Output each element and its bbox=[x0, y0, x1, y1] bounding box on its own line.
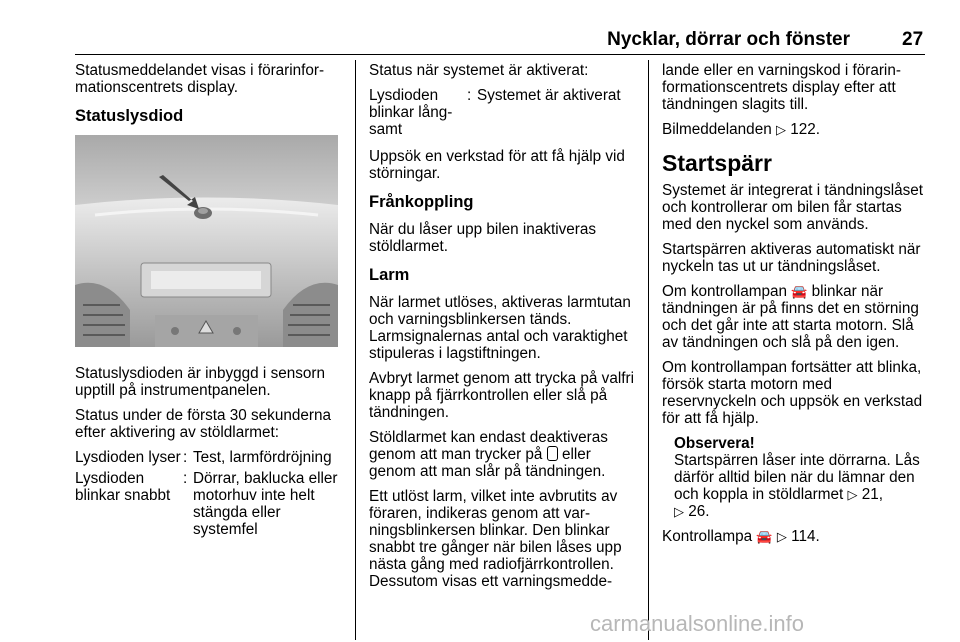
reference-page[interactable]: 122. bbox=[790, 121, 820, 138]
status-label: Lysdioden blinkar snabbt bbox=[75, 470, 171, 504]
reference-page[interactable]: 26. bbox=[688, 503, 710, 520]
dashboard-sensor-illustration bbox=[75, 135, 338, 347]
reference-arrow-icon: ▷ bbox=[847, 487, 858, 502]
column-divider-2 bbox=[648, 60, 649, 640]
intro-paragraph: Statusmeddelandet visas i förarinformationscentrets display. bbox=[75, 62, 325, 96]
continuation-paragraph: lande eller en varningskod i förarinformationscentrets display efter att tändningen slagits till. bbox=[662, 62, 901, 113]
reference-arrow-icon: ▷ bbox=[776, 529, 787, 544]
watermark: carmanualsonline.info bbox=[590, 611, 805, 636]
alarm-paragraph-4: Ett utlöst larm, vilket inte avbrutits av föraren, indikeras genom att varningsblinkersen blinkar. Den blinkar snabbt tre gånger när bilen låses upp nästa gång med radiofjärrkontrollen. Dessutom visas ett varningsmedde- bbox=[369, 488, 622, 590]
reference-text: Bilmeddelanden bbox=[662, 121, 772, 138]
column-3 bbox=[662, 62, 930, 553]
heading-frankoppling: Frånkoppling bbox=[369, 193, 474, 211]
heading-larm: Larm bbox=[369, 266, 410, 284]
car-lock-warning-icon: 🚘 bbox=[791, 284, 808, 299]
immobiliser-paragraph-1: Systemet är integrerat i tändningslåset och kontrollerar om bilen får startas med den nyckel som används. bbox=[662, 182, 924, 233]
warning-lamp-reference bbox=[662, 528, 930, 545]
column-divider-1 bbox=[355, 60, 356, 640]
note-box bbox=[674, 435, 930, 520]
reference-text: Kontrollampa bbox=[662, 528, 753, 545]
column-1 bbox=[75, 62, 343, 542]
caption-first-30-seconds: Status under de första 30 sekunderna efter aktivering av stöldlarmet: bbox=[75, 407, 331, 441]
status-value: Test, larmfördröjning bbox=[193, 449, 332, 466]
status-label: Lysdioden blinkar långsamt bbox=[369, 87, 453, 138]
reference-arrow-icon: ▷ bbox=[775, 122, 786, 137]
note-body: Startspärren låser inte dörrarna. Lås därför alltid bilen när du lämnar den och koppla in stöldlarmet bbox=[674, 452, 920, 503]
alarm-paragraph-3 bbox=[369, 429, 637, 480]
running-header-title: Nycklar, dörrar och fönster bbox=[607, 29, 850, 50]
caption-sensor-location: Statuslysdioden är inbyggd i sensorn upptill på instrumentpanelen. bbox=[75, 365, 326, 399]
status-value: Systemet är aktiverat bbox=[477, 87, 621, 104]
disarm-paragraph: När du låser upp bilen inaktiveras stöldlarmet. bbox=[369, 221, 597, 255]
car-lock-warning-icon: 🚘 bbox=[756, 529, 773, 544]
page-number: 27 bbox=[902, 29, 924, 50]
note-title: Observera! bbox=[674, 435, 755, 452]
status-row bbox=[369, 87, 637, 138]
immobiliser-paragraph-4: Om kontrollampan fortsätter att blinka, försök starta motorn med reservnyckeln och uppsök en verkstad för att få hjälp. bbox=[662, 359, 923, 427]
column-2 bbox=[369, 62, 637, 598]
heading-statuslysdiod: Statuslysdiod bbox=[75, 107, 184, 125]
status-row bbox=[75, 470, 343, 538]
status-separator: : bbox=[183, 449, 188, 466]
alarm-paragraph-1: När larmet utlöses, aktiveras larmtutan och varningsblinkersen tänds. Larmsignalernas antal och varaktighet stipuleras i lagstiftningen. bbox=[369, 294, 631, 362]
status-value: Dörrar, baklucka eller motorhuv inte helt stängda eller systemfel bbox=[193, 470, 338, 538]
immobiliser-paragraph-3-start: Om kontrollampan bbox=[662, 283, 787, 300]
reference-page[interactable]: 21, bbox=[861, 486, 883, 503]
workshop-paragraph: Uppsök en verkstad för att få hjälp vid störningar. bbox=[369, 148, 625, 182]
immobiliser-paragraph-3-end: blinkar när tändningen är på finns det en störning och det går inte att starta motorn. Slå av tändningen och slå på den igen. bbox=[662, 283, 919, 351]
status-separator: : bbox=[467, 87, 472, 104]
status-separator: : bbox=[183, 470, 188, 487]
alarm-paragraph-2: Avbryt larmet genom att trycka på valfri knapp på fjärrkontrollen eller slå på tändningen. bbox=[369, 370, 634, 421]
immobiliser-paragraph-2: Startspärren aktiveras automatiskt när nyckeln tas ut ur tändningslåset. bbox=[662, 241, 921, 275]
alarm-paragraph-3-end: eller genom att man slår på tändningen. bbox=[369, 446, 606, 480]
status-row bbox=[75, 449, 343, 466]
status-activated-intro: Status när systemet är aktiverat: bbox=[369, 62, 589, 79]
header-rule bbox=[75, 54, 925, 55]
status-label: Lysdioden lyser bbox=[75, 449, 181, 466]
immobiliser-paragraph-3 bbox=[662, 283, 930, 351]
alarm-paragraph-3-start: Stöldlarmet kan endast deaktiveras genom att man trycker på bbox=[369, 429, 608, 463]
vehicle-messages-reference bbox=[662, 121, 930, 138]
reference-page[interactable]: 114. bbox=[791, 528, 820, 545]
reference-arrow-icon: ▷ bbox=[674, 504, 684, 519]
note-text bbox=[674, 452, 930, 520]
heading-startsparr: Startspärr bbox=[662, 150, 772, 176]
unlock-button-icon bbox=[547, 446, 558, 461]
